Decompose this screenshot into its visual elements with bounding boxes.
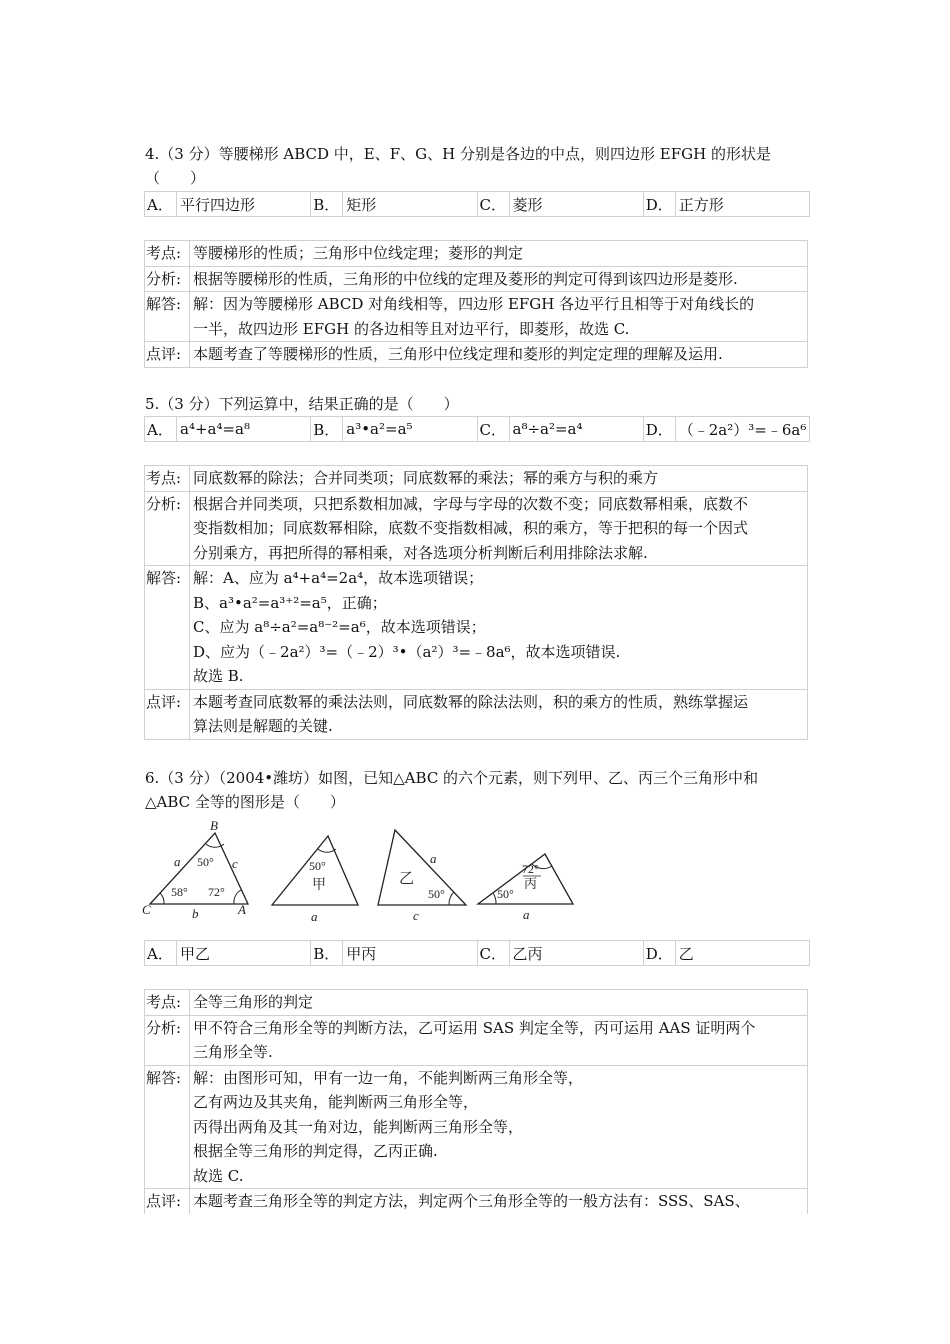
jieda-row	[144, 292, 808, 342]
row-key: 点评:	[145, 1189, 190, 1214]
fenxi-row	[144, 492, 808, 567]
option-text: a⁸÷a²=a⁴	[512, 420, 583, 438]
bing-angle1-label: 72°	[522, 862, 539, 876]
yi-name: 乙	[399, 871, 415, 887]
q4-option-d[interactable]	[644, 192, 809, 216]
row-value: 等腰梯形的性质；三角形中位线定理；菱形的判定	[193, 244, 524, 262]
option-text: 乙丙	[512, 944, 543, 963]
row-value: 解：由图形可知，甲有一边一角，不能判断两三角形全等， 乙有两边及其夹角，能判断两三角形全等， 丙得出两角及其一角对边，能判断两三角形全等， 根据全等三角形的判定得，乙丙正确. 故选 C.	[193, 1068, 584, 1185]
row-value: 本题考查三角形全等的判定方法，判定两个三角形全等的一般方法有：SSS、SAS、	[193, 1192, 750, 1210]
jieda-row	[144, 566, 808, 690]
triangle-jia	[272, 836, 358, 924]
q4-option-c[interactable]	[478, 192, 644, 216]
option-text: a⁴+a⁴=a⁸	[180, 420, 251, 438]
side-b-label: b	[192, 906, 199, 921]
q4-stem	[145, 142, 807, 190]
row-key: 分析:	[145, 1016, 190, 1065]
option-text: 正方形	[678, 195, 724, 214]
row-value: 同底数幂的除法；合并同类项；同底数幂的乘法；幂的乘方与积的乘方	[193, 469, 659, 487]
jieda-row	[144, 1066, 808, 1190]
bing-name: 丙	[524, 876, 538, 891]
jia-side-label: a	[311, 909, 318, 924]
q6-stem-line1: 6.（3 分）（2004•潍坊）如图，已知△ABC 的六个元素，则下列甲、乙、丙三个三角形中和	[145, 769, 759, 787]
angle-c-label: 58°	[171, 885, 188, 899]
dianping-row	[144, 690, 808, 740]
q4-options	[144, 191, 810, 217]
option-text: a³•a²=a⁵	[346, 420, 413, 438]
angle-a-label: 72°	[208, 885, 225, 899]
bing-angle2-label: 50°	[497, 887, 514, 901]
row-key: 解答:	[145, 1066, 190, 1189]
option-text: 乙	[678, 944, 694, 963]
q6-option-a[interactable]	[145, 941, 311, 965]
row-value: 解：因为等腰梯形 ABCD 对角线相等，四边形 EFGH 各边平行且相等于对角线长的 一半，故四边形 EFGH 的各边相等且对边平行，即菱形，故选 C.	[193, 295, 755, 338]
option-text: 矩形	[346, 195, 377, 214]
q6-option-c[interactable]	[478, 941, 644, 965]
q5-option-d[interactable]	[644, 417, 809, 441]
row-key: 点评:	[145, 342, 190, 367]
row-key: 解答:	[145, 566, 190, 689]
row-value: 全等三角形的判定	[193, 993, 314, 1011]
row-key: 解答:	[145, 292, 190, 341]
q4-option-b[interactable]	[311, 192, 477, 216]
bing-side-label: a	[523, 907, 530, 922]
side-c-label: c	[232, 856, 238, 871]
option-label: D．	[644, 941, 676, 965]
triangle-bing	[478, 854, 573, 922]
row-value: 本题考查同底数幂的乘法法则，同底数幂的除法法则，积的乘方的性质，熟练掌握运 算法则是解题的关键.	[193, 692, 749, 735]
q5-stem	[145, 392, 807, 416]
row-value: 根据合并同类项，只把系数相加减，字母与字母的次数不变；同底数幂相乘，底数不 变指数相加；同底数幂相除，底数不变指数相减，积的乘方，等于把积的每一个因式 分别乘方，再把所得的幂相乘，对各选项分析判断后利用排除法求解.	[193, 494, 749, 562]
option-label: A．	[145, 192, 177, 216]
kaodian-row	[144, 466, 808, 492]
row-key: 考点:	[145, 466, 190, 491]
row-key: 点评:	[145, 690, 190, 739]
option-text: 平行四边形	[180, 195, 256, 214]
option-label: B．	[311, 417, 343, 441]
jia-angle-label: 50°	[309, 859, 326, 873]
kaodian-row	[144, 241, 808, 267]
vertex-c-label: C	[142, 902, 151, 917]
dianping-row	[144, 1189, 808, 1214]
q5-stem-line: 5.（3 分）下列运算中，结果正确的是（ ）	[145, 395, 459, 413]
kaodian-row	[144, 990, 808, 1016]
q4-option-a[interactable]	[145, 192, 311, 216]
option-label: A．	[145, 941, 177, 965]
option-text: 菱形	[512, 195, 543, 214]
option-label: B．	[311, 941, 343, 965]
option-label: C．	[478, 941, 510, 965]
option-label: C．	[478, 417, 510, 441]
q6-analysis-table	[144, 989, 808, 1214]
q5-analysis-table	[144, 465, 808, 740]
option-label: A．	[145, 417, 177, 441]
vertex-b-label: B	[210, 818, 218, 833]
q6-option-b[interactable]	[311, 941, 477, 965]
option-text: （﹣2a²）³=﹣6a⁶	[678, 420, 807, 439]
q4-analysis-table	[144, 240, 808, 368]
option-label: D．	[644, 192, 676, 216]
q5-option-b[interactable]	[311, 417, 477, 441]
option-label: C．	[478, 192, 510, 216]
row-key: 考点:	[145, 241, 190, 266]
q6-stem-line2: △ABC 全等的图形是（ ）	[145, 793, 345, 811]
q5-option-c[interactable]	[478, 417, 644, 441]
fenxi-row	[144, 1016, 808, 1066]
row-value: 甲不符合三角形全等的判断方法，乙可运用 SAS 判定全等，丙可运用 AAS 证明两个 三角形全等.	[193, 1018, 756, 1061]
row-value: 根据等腰梯形的性质，三角形的中位线的定理及菱形的判定可得到该四边形是菱形.	[193, 269, 738, 288]
q6-stem	[145, 766, 807, 814]
row-key: 考点:	[145, 990, 190, 1015]
angle-b-label: 50°	[197, 855, 214, 869]
option-text: 甲乙	[180, 944, 211, 963]
q4-stem-line1: 4.（3 分）等腰梯形 ABCD 中，E、F、G、H 分别是各边的中点，则四边形 EFGH 的形状是	[145, 145, 771, 163]
row-key: 分析:	[145, 267, 190, 292]
yi-angle-label: 50°	[428, 887, 445, 901]
dianping-row	[144, 342, 808, 368]
jia-name: 甲	[312, 878, 326, 893]
option-text: 甲丙	[346, 944, 377, 963]
q5-options	[144, 416, 810, 442]
q4-stem-line2: （ ）	[145, 169, 206, 187]
option-label: B．	[311, 192, 343, 216]
fenxi-row	[144, 267, 808, 293]
vertex-a-label: A	[238, 902, 246, 917]
yi-side-a-label: a	[430, 851, 437, 866]
triangles-figure	[140, 816, 590, 926]
option-label: D．	[644, 417, 676, 441]
triangle-yi	[378, 830, 466, 923]
row-value: 本题考查了等腰梯形的性质，三角形中位线定理和菱形的判定定理的理解及运用.	[193, 345, 723, 363]
q5-option-a[interactable]	[145, 417, 311, 441]
row-value: 解：A、应为 a⁴+a⁴=2a⁴，故本选项错误； B、a³•a²=a³⁺²=a⁵，正确； C、应为 a⁸÷a²=a⁸⁻²=a⁶，故本选项错误； D、应为（﹣2a²）³=（﹣2）³•（a²）³=﹣8a⁶，故本选项错误. 故选 B.	[193, 569, 621, 685]
yi-side-c-label: c	[413, 908, 419, 923]
triangle-abc	[142, 818, 248, 921]
q6-option-d[interactable]	[644, 941, 809, 965]
q6-options	[144, 940, 810, 966]
side-a-label: a	[174, 854, 181, 869]
row-key: 分析:	[145, 492, 190, 566]
